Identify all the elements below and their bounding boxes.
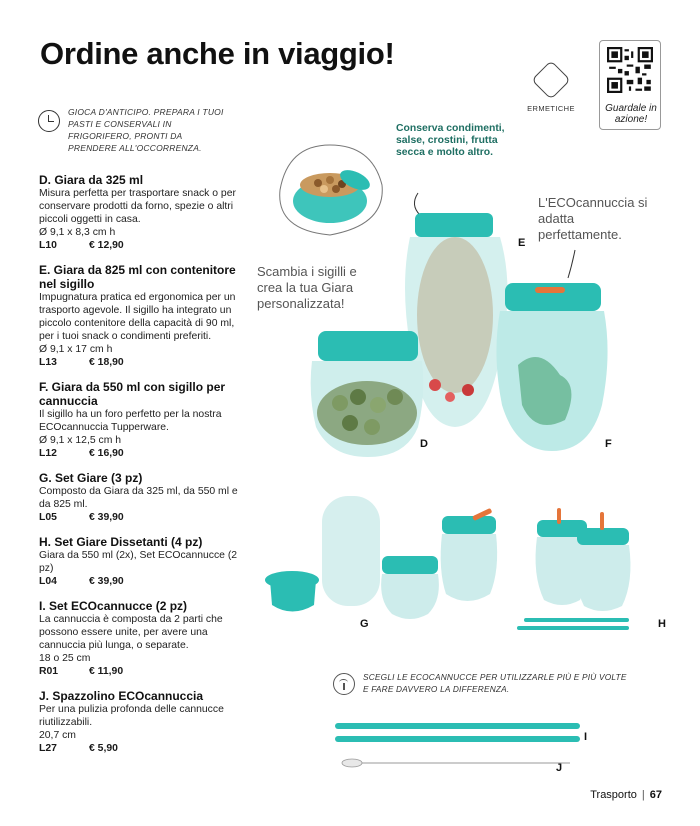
product-price: € 5,90 bbox=[89, 743, 118, 754]
product-code: L13 bbox=[39, 357, 57, 368]
photo-letter-d: D bbox=[420, 438, 428, 450]
product-name: F. Giara da 550 ml con sigillo per cannuccia bbox=[39, 380, 226, 408]
product-desc: La cannuccia è composta da 2 parti che possono essere unite, per avere una cannuccia più lunga, o separate. bbox=[39, 614, 223, 651]
set-h bbox=[517, 508, 630, 630]
photo-letter-e: E bbox=[518, 237, 526, 249]
photo-letter-j: J bbox=[556, 762, 563, 774]
product-code: R01 bbox=[39, 666, 59, 677]
inset-bowl bbox=[280, 145, 383, 235]
product-desc: Misura perfetta per trasportare snack o per conservare prodotti da forno, spezie o altri piccoli oggetti in casa. bbox=[39, 188, 236, 225]
product-size: Ø 9,1 x 17 cm h bbox=[39, 344, 113, 355]
footer-section: Trasporto bbox=[590, 789, 637, 801]
jars-photo-top bbox=[260, 135, 660, 465]
product-price: € 39,90 bbox=[89, 512, 124, 523]
product-code: L27 bbox=[39, 743, 57, 754]
tip-box bbox=[38, 106, 238, 154]
product-name: J. Spazzolino ECOcannuccia bbox=[39, 689, 204, 703]
product-price: € 11,90 bbox=[89, 666, 124, 677]
product-name: I. Set ECOcannucce (2 pz) bbox=[39, 599, 188, 613]
product-price: € 18,90 bbox=[89, 357, 124, 368]
product-list bbox=[39, 173, 239, 766]
product-desc: Per una pulizia profonda delle cannucce riutilizzabili. bbox=[39, 704, 224, 728]
qr-box[interactable] bbox=[599, 40, 661, 130]
set-g bbox=[265, 496, 497, 619]
annotation-scambia: Scambia i sigilli e crea la tua Giara personalizzata! bbox=[257, 264, 357, 311]
jar-f bbox=[496, 283, 607, 451]
product-g bbox=[39, 471, 239, 524]
photo-letter-i: I bbox=[584, 731, 588, 743]
page-title: Ordine anche in viaggio! bbox=[40, 36, 395, 71]
product-name: E. Giara da 825 ml con contenitore nel sigillo bbox=[39, 263, 236, 291]
jar-d bbox=[311, 331, 424, 457]
product-desc: Composto da Giara da 325 ml, da 550 ml e da 825 ml. bbox=[39, 486, 238, 510]
annotation-ecocannuccia: L'ECOcannuccia si adatta perfettamente. bbox=[538, 195, 648, 242]
product-price: € 16,90 bbox=[89, 448, 124, 459]
annotation-conserva: Conserva condimenti, salse, crostini, frutta secca e molto altro. bbox=[396, 123, 505, 158]
clock-icon bbox=[38, 110, 60, 132]
product-name: H. Set Giare Dissetanti (4 pz) bbox=[39, 535, 203, 549]
tip-text: GIOCA D'ANTICIPO. PREPARA I TUOI PASTI E CONSERVALI IN FRIGORIFERO, PRONTI DA PRENDERE ALL'OCCORRENZA. bbox=[68, 107, 224, 153]
product-i bbox=[39, 599, 239, 678]
page-footer: Trasporto | 67 bbox=[590, 789, 662, 801]
leaf-hand-icon bbox=[333, 673, 355, 695]
product-price: € 39,90 bbox=[89, 576, 124, 587]
product-desc: Giara da 550 ml (2x), Set ECOcannucce (2 pz) bbox=[39, 550, 238, 574]
product-code: L10 bbox=[39, 240, 57, 251]
product-desc: Impugnatura pratica ed ergonomica per un trasporto agevole. Il sigillo ha integrato un piccolo contenitore della capacità di 90 ml, per i tuoi snack o condimenti preferiti. bbox=[39, 292, 236, 342]
product-size: Ø 9,1 x 8,3 cm h bbox=[39, 227, 116, 238]
ermetiche-badge bbox=[526, 64, 576, 113]
product-e bbox=[39, 263, 239, 369]
seal-lid-icon bbox=[531, 60, 571, 100]
straws-photo bbox=[330, 715, 590, 775]
eco-tip-box bbox=[333, 671, 633, 695]
qr-code-icon[interactable] bbox=[607, 47, 653, 93]
product-name: G. Set Giare (3 pz) bbox=[39, 471, 143, 485]
photo-letter-f: F bbox=[605, 438, 612, 450]
product-code: L05 bbox=[39, 512, 57, 523]
eco-tip-text: SCEGLI LE ECOCANNUCCE PER UTILIZZARLE PIÙ E PIÙ VOLTE E FARE DAVVERO LA DIFFERENZA. bbox=[363, 672, 627, 694]
product-price: € 12,90 bbox=[89, 240, 124, 251]
product-h bbox=[39, 535, 239, 588]
qr-label: Guardale in azione! bbox=[605, 103, 657, 125]
product-size: Ø 9,1 x 12,5 cm h bbox=[39, 435, 122, 446]
product-size: 20,7 cm bbox=[39, 730, 76, 741]
product-code: L12 bbox=[39, 448, 57, 459]
ermetiche-label: ERMETICHE bbox=[527, 104, 575, 113]
page-number: 67 bbox=[649, 789, 662, 801]
product-f bbox=[39, 380, 239, 460]
photo-letter-g: G bbox=[360, 618, 369, 630]
product-d bbox=[39, 173, 239, 252]
product-j bbox=[39, 689, 239, 755]
photo-letter-h: H bbox=[658, 618, 666, 630]
product-size: 18 o 25 cm bbox=[39, 653, 91, 664]
jars-photo-sets bbox=[262, 490, 662, 640]
product-desc: Il sigillo ha un foro perfetto per la nostra ECOcannuccia Tupperware. bbox=[39, 409, 222, 433]
product-code: L04 bbox=[39, 576, 57, 587]
product-name: D. Giara da 325 ml bbox=[39, 173, 144, 187]
